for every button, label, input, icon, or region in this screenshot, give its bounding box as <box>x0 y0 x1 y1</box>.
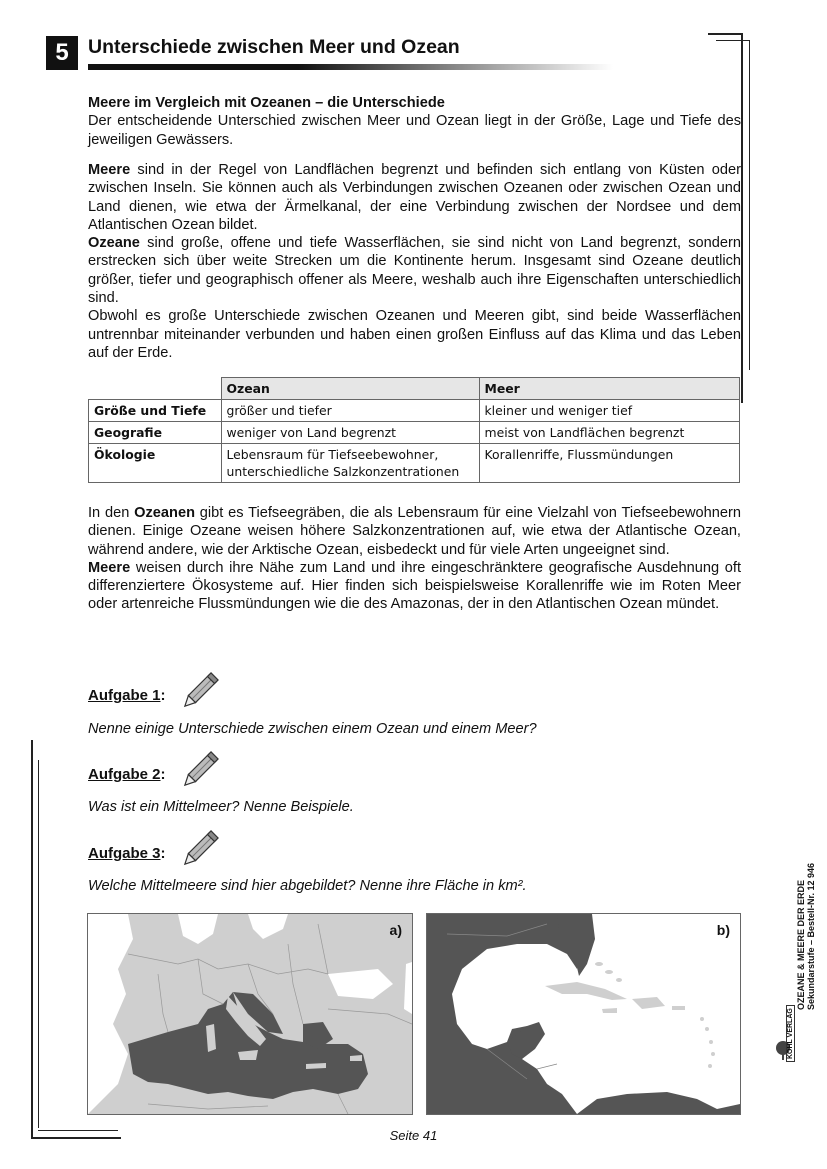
intro-text: Der entscheidende Unterschied zwischen Meer und Ozean liegt in der Größe, Lage und Tiefe des jeweiligen Gewässers. <box>88 113 741 148</box>
table-header-row <box>89 378 740 400</box>
task-2-label: Aufgabe 2: <box>88 766 166 783</box>
term-meere: Meere <box>88 162 131 178</box>
table-cell: Lebensraum für Tiefseebewohner, unterschiedliche Salzkonzentrationen <box>221 444 479 483</box>
table-cell: Korallenriffe, Flussmündungen <box>479 444 740 483</box>
map-a-label: a) <box>389 922 402 938</box>
comparison-table <box>88 377 740 483</box>
pencil-icon <box>177 670 221 714</box>
frame-left-vertical <box>31 740 33 1138</box>
text-ozeanen: gibt es Tiefseegräben, die als Lebensraum für eine Vielzahl von Tiefseebewohnern dienen. Einige Ozeane weisen höhere Salzkonzentrationen auf, wie etwa der Atlantische Ozean, während andere, wie der Arktische Ozean, eisbedeckt und für viele Arten ungeeignet sind. <box>88 505 741 558</box>
map-caribbean <box>426 913 741 1115</box>
pencil-icon <box>177 749 221 793</box>
paragraph-meere <box>88 161 741 362</box>
task-2-question: Was ist ein Mittelmeer? Nenne Beispiele. <box>88 799 354 815</box>
table-row <box>89 400 740 422</box>
table-row <box>89 444 740 483</box>
intro-paragraph <box>88 94 741 149</box>
frame-top-right-2 <box>716 40 750 41</box>
map-a-graphic <box>88 914 412 1114</box>
chapter-number: 5 <box>46 36 78 70</box>
table-header-cell: Ozean <box>221 378 479 400</box>
frame-right-vertical-2 <box>749 40 750 370</box>
text-meere-2: weisen durch ihre Nähe zum Land und ihre eingeschränktere geografische Ausdehnung oft differenziertere Ökosysteme auf. Hier finden sich beispielsweise Korallenriffe wie im Roten Meer oder artenreiche Flussmündungen wie die des Amazonas, der in den Atlantischen Ozean mündet. <box>88 559 741 613</box>
table-row-head: Geografie <box>89 422 222 444</box>
table-row <box>89 422 740 444</box>
term-meere-2: Meere <box>88 559 131 576</box>
text-ozeane: sind große, offene und tiefe Wasserflächen, sie sind nicht von Land begrenzt, sondern erstrecken sich über weite Strecken um die Kontinente herum. Insgesamt sind Ozeane deutlich größer, tiefer und geographisch offener als Meere, weshalb auch ihre Eigenschaften unterschiedlich sind. <box>88 235 741 307</box>
side-book-info <box>796 863 816 1010</box>
term-ozeane: Ozeane <box>88 235 140 252</box>
table-row-head: Ökologie <box>89 444 222 483</box>
table-row-head: Größe und Tiefe <box>89 400 222 422</box>
table-header-cell: Meer <box>479 378 740 400</box>
map-mediterranean <box>87 913 413 1115</box>
map-b-graphic <box>427 914 740 1114</box>
text-meere: sind in der Regel von Landflächen begrenzt und befinden sich entlang von Küsten oder zwischen Inseln. Sie können auch als Verbindungen zwischen Ozeanen oder zwischen Ozean und Land dienen, wie etwa der Ärmelkanal, der eine Verbindung zwischen der Nordsee und dem Atlantischen Ozean bildet. <box>88 162 741 233</box>
publisher-name: KOHL VERLAG <box>786 1005 795 1062</box>
table-cell: kleiner und weniger tief <box>479 400 740 422</box>
pencil-icon <box>177 828 221 872</box>
task-3-label: Aufgabe 3: <box>88 845 166 862</box>
table-header-cell <box>89 378 222 400</box>
table-cell: größer und tiefer <box>221 400 479 422</box>
map-b-label: b) <box>716 922 730 938</box>
frame-top-right <box>708 33 742 35</box>
side-line-1: OZEANE & MEERE DER ERDE <box>796 879 806 1010</box>
page-number: Seite 41 <box>389 1128 438 1143</box>
title-underline <box>88 64 613 70</box>
paragraph-ozeanen <box>88 504 741 614</box>
intro-heading: Meere im Vergleich mit Ozeanen – die Unterschiede <box>88 95 445 111</box>
table-cell: weniger von Land begrenzt <box>221 422 479 444</box>
page-title: Unterschiede zwischen Meer und Ozean <box>88 36 460 58</box>
table-cell: meist von Landflächen begrenzt <box>479 422 740 444</box>
frame-right-vertical <box>741 33 743 403</box>
side-line-2: Sekundarstufe – Bestell-Nr. 12 946 <box>806 862 816 1010</box>
term-ozeanen: Ozeanen <box>134 505 195 521</box>
task-1-question: Nenne einige Unterschiede zwischen einem Ozean und einem Meer? <box>88 721 537 737</box>
text-prefix: In den <box>88 505 135 521</box>
task-1-label: Aufgabe 1: <box>88 687 166 704</box>
task-3-question: Welche Mittelmeere sind hier abgebildet? Nenne ihre Fläche in km². <box>88 878 527 894</box>
frame-left-vertical-2 <box>38 760 39 1128</box>
text-obwohl: Obwohl es große Unterschiede zwischen Ozeanen und Meeren gibt, sind beide Wasserflächen untrennbar miteinander verbunden und haben einen großen Einfluss auf das Klima und das Leben auf der Erde. <box>88 308 741 361</box>
